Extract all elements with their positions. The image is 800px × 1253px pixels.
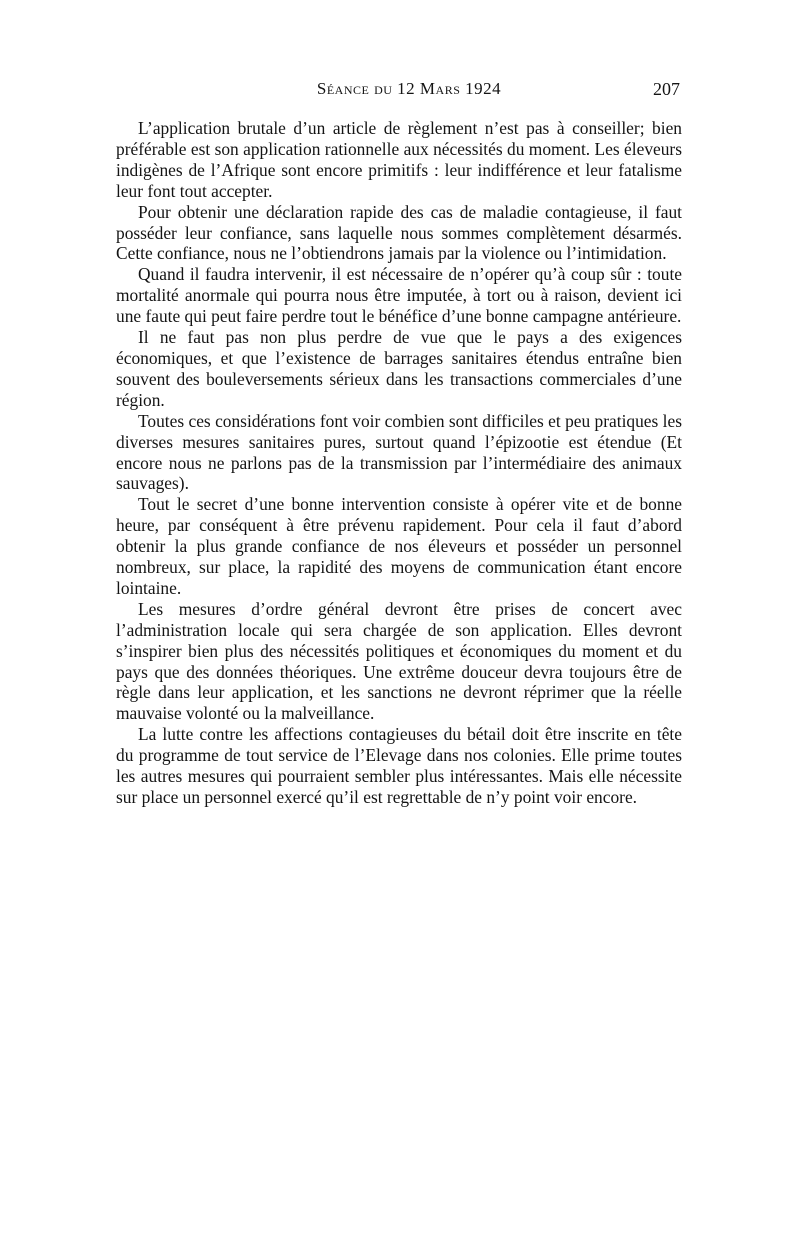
paragraph-3: Quand il faudra intervenir, il est nécessaire de n’opérer qu’à coup sûr : toute mortalité anormale qui pourra nous être imputée, à tort ou à raison, devient ici une faute qui peut faire perdre tout le bénéfice d’une bonne campagne antérieure. xyxy=(116,264,682,327)
paragraph-1: L’application brutale d’un article de règlement n’est pas à conseiller; bien préférable est son application rationnelle aux nécessités du moment. Les éleveurs indigènes de l’Afrique sont encore primitifs : leur indifférence et leur fatalisme leur font tout accepter. xyxy=(116,118,682,201)
paragraph-5: Toutes ces considérations font voir combien sont difficiles et peu pratiques les diverses mesures sanitaires pures, surtout quand l’épizootie est étendue (Et encore nous ne parlons pas de la transmission par l’intermédiaire des animaux sauvages). xyxy=(116,410,682,494)
paragraph-6: Tout le secret d’une bonne intervention consiste à opérer vite et de bonne heure, par conséquent à être prévenu rapidement. Pour cela il faut d’abord obtenir la plus grande confiance de nos éleveurs et posséder un personnel nombreux, sur place, la rapidité des moyens de communication étant encore lointaine. xyxy=(116,494,682,598)
paragraph-8: La lutte contre les affections contagieuses du bétail doit être inscrite en tête du programme de tout service de l’Elevage dans nos colonies. Elle prime toutes les autres mesures qui pourraient sembler plus intéressantes. Mais elle nécessite sur place un personnel exercé qu’il est regrettable de n’y point voir encore. xyxy=(116,724,682,807)
paragraph-7: Les mesures d’ordre général devront être prises de concert avec l’administration locale qui sera chargée de son application. Elles devront s’inspirer bien plus des nécessités politiques et économiques du moment et du pays que des données théoriques. Une extrême douceur devra toujours être de règle dans leur application, et les sanctions ne devront réprimer que la réelle mauvaise volonté ou la malveillance. xyxy=(116,598,682,724)
paragraph-2: Pour obtenir une déclaration rapide des cas de maladie contagieuse, il faut posséder leur confiance, sans laquelle nous sommes complètement désarmés. Cette confiance, nous ne l’obtiendrons jamais par la violence ou l’intimidation. xyxy=(116,201,682,264)
body-text xyxy=(116,118,682,808)
paragraph-4: Il ne faut pas non plus perdre de vue que le pays a des exigences économiques, et que l’existence de barrages sanitaires étendus entraîne bien souvent des bouleversements sérieux dans les transactions commerciales d’une région. xyxy=(116,327,682,410)
page-number: 207 xyxy=(653,79,680,99)
running-head xyxy=(138,76,680,102)
running-title: Séance du 12 Mars 1924 xyxy=(316,79,502,98)
